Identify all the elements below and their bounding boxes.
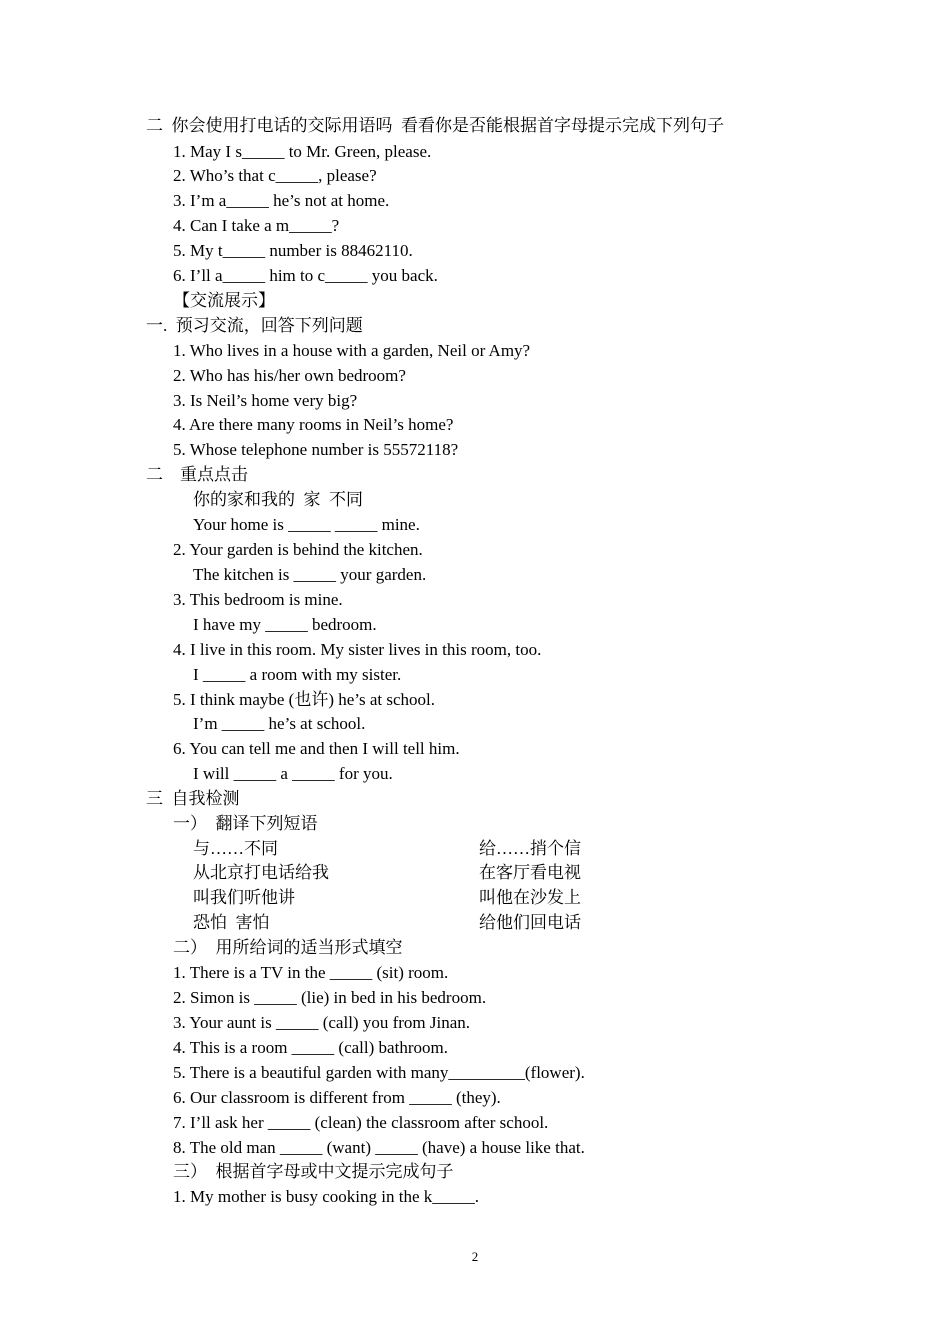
phrase-item: 给……捎个信 — [479, 839, 581, 858]
text-line: 6. Our classroom is different from _____ (they). — [173, 1088, 501, 1107]
text-line: The kitchen is _____ your garden. — [193, 565, 427, 584]
section-heading-exchange: 【交流展示】 — [173, 291, 275, 310]
text-line: I _____ a room with my sister. — [193, 665, 402, 684]
phrase-item: 在客厅看电视 — [479, 863, 581, 882]
text-line: 3. Your aunt is _____ (call) you from Jinan. — [173, 1013, 471, 1032]
text-line: 8. The old man _____ (want) _____ (have) a house like that. — [173, 1138, 585, 1157]
text-line: I have my _____ bedroom. — [193, 615, 377, 634]
phrase-item: 给他们回电话 — [479, 913, 581, 932]
phrase-item: 叫他在沙发上 — [479, 888, 581, 907]
text-line: 6. You can tell me and then I will tell him. — [173, 739, 460, 758]
text-line: 5. Whose telephone number is 55572118? — [173, 440, 459, 459]
text-line: 4. Are there many rooms in Neil’s home? — [173, 415, 454, 434]
text-line: 1. May I s_____ to Mr. Green, please. — [173, 142, 432, 161]
text-line: 3. Is Neil’s home very big? — [173, 391, 358, 410]
phrase-item: 叫我们听他讲 — [193, 888, 295, 907]
text-line: 7. I’ll ask her _____ (clean) the classroom after school. — [173, 1113, 549, 1132]
text-line: 1. There is a TV in the _____ (sit) room. — [173, 963, 449, 982]
subsection-heading-translate: 一） 翻译下列短语 — [173, 814, 318, 833]
text-line: 5. There is a beautiful garden with many_________(flower). — [173, 1063, 585, 1082]
text-line: 4. This is a room _____ (call) bathroom. — [173, 1038, 448, 1057]
text-line: 6. I’ll a_____ him to c_____ you back. — [173, 266, 438, 285]
text-line: 4. I live in this room. My sister lives in this room, too. — [173, 640, 542, 659]
phrase-item: 与……不同 — [193, 839, 278, 858]
page-number: 2 — [471, 1249, 479, 1264]
section-heading-phone-phrases: 二 你会使用打电话的交际用语吗 看看你是否能根据首字母提示完成下列句子 — [146, 116, 724, 135]
text-line: I’m _____ he’s at school. — [193, 714, 366, 733]
text-line: 2. Who has his/her own bedroom? — [173, 366, 406, 385]
text-line: 3. This bedroom is mine. — [173, 590, 343, 609]
text-line: 2. Simon is _____ (lie) in bed in his bedroom. — [173, 988, 487, 1007]
text-line: 4. Can I take a m_____? — [173, 216, 340, 235]
text-line: 2. Your garden is behind the kitchen. — [173, 540, 423, 559]
text-line: 2. Who’s that c_____, please? — [173, 166, 377, 185]
text-line: 1. My mother is busy cooking in the k_____. — [173, 1187, 479, 1206]
text-line: 1. Who lives in a house with a garden, Neil or Amy? — [173, 341, 531, 360]
phrase-item: 从北京打电话给我 — [193, 863, 329, 882]
section-heading-self-test: 三 自我检测 — [146, 789, 240, 808]
phrase-item: 恐怕 害怕 — [193, 913, 270, 932]
subsection-heading-complete-sentences: 三） 根据首字母或中文提示完成句子 — [173, 1162, 454, 1181]
text-line: 5. I think maybe (也许) he’s at school. — [173, 690, 436, 709]
section-heading-preview: 一. 预习交流，回答下列问题 — [146, 316, 363, 335]
text-line: 3. I’m a_____ he’s not at home. — [173, 191, 390, 210]
section-heading-key-points: 二 重点点击 — [146, 465, 248, 484]
text-line: Your home is _____ _____ mine. — [193, 515, 420, 534]
text-line: 你的家和我的 家 不同 — [193, 490, 363, 509]
text-line: 5. My t_____ number is 88462110. — [173, 241, 413, 260]
subsection-heading-fill-blanks: 二） 用所给词的适当形式填空 — [173, 938, 403, 957]
text-line: I will _____ a _____ for you. — [193, 764, 393, 783]
